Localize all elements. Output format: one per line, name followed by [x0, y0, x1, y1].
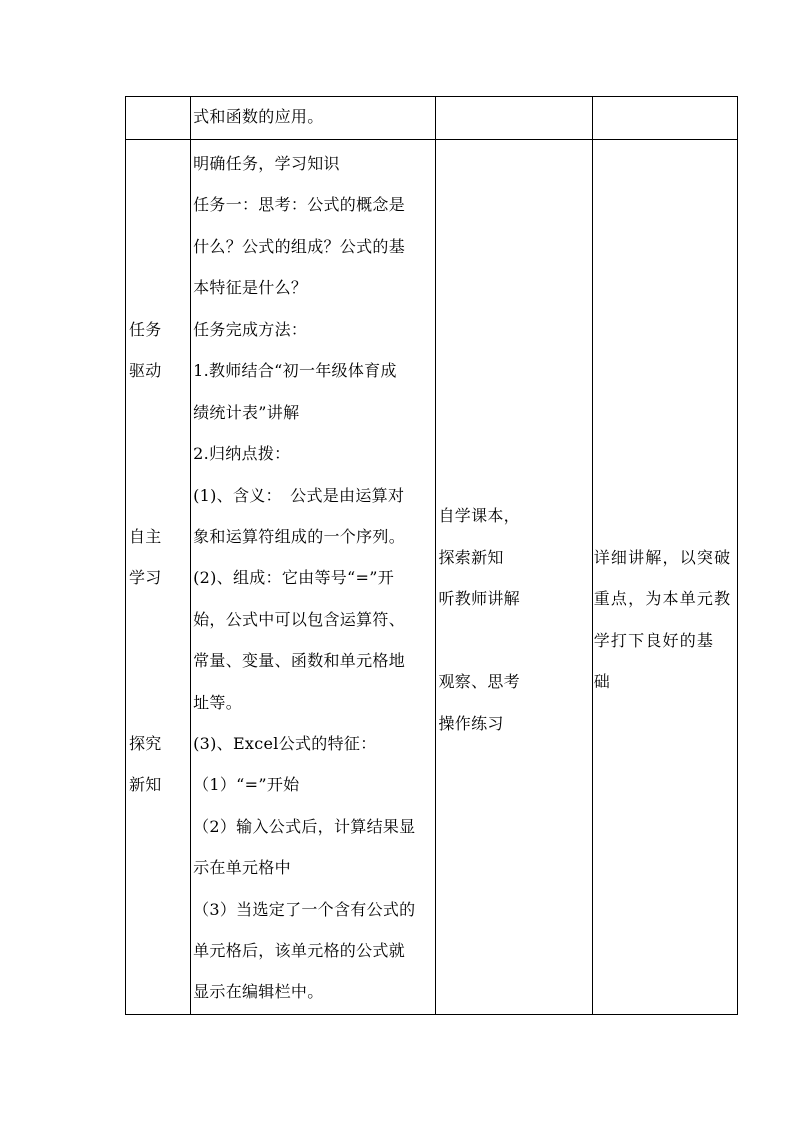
section-label-line: 学习: [129, 568, 162, 587]
content-line: (3)、Excel公式的特征：: [193, 734, 377, 753]
activity-line: 操作练习: [438, 714, 504, 733]
intent-line: 学打下良好的基: [593, 631, 715, 650]
activity-line: 探索新知: [438, 548, 504, 567]
table-cell-empty: [592, 97, 737, 140]
content-line: 始，公式中可以包含运算符、: [193, 610, 405, 629]
content-line: 什么？公式的组成？公式的基: [193, 237, 405, 256]
content-line: （1）“=”开始: [193, 775, 300, 794]
activity-line: 自学课本，: [438, 506, 520, 525]
table-cell-design-intent: [592, 140, 737, 1015]
content-line: 常量、变量、函数和单元格地: [193, 651, 405, 670]
content-line: 本特征是什么？: [193, 278, 308, 297]
content-line: (2)、组成：它由等号“=”开: [193, 568, 395, 587]
table-row: [126, 97, 738, 140]
section-label-line: 任务: [129, 320, 162, 339]
table-cell-teaching-content: [191, 140, 436, 1015]
activity-line: 观察、思考: [438, 672, 520, 691]
content-line: 2.归纳点拨：: [193, 444, 291, 463]
content-line: 单元格后，该单元格的公式就: [193, 941, 405, 960]
content-line: 绩统计表”讲解: [193, 403, 300, 422]
lesson-plan-table: [125, 96, 738, 1015]
intent-line: 础: [593, 672, 611, 691]
activity-line: 听教师讲解: [438, 589, 520, 608]
content-line: (1)、含义： 公式是由运算对: [193, 486, 405, 505]
table-row: [126, 140, 738, 1015]
table-cell-section-label: [126, 140, 191, 1015]
table-cell-empty: [436, 97, 592, 140]
content-line: 显示在编辑栏中。: [193, 982, 324, 1001]
content-line: 1.教师结合“初一年级体育成: [193, 361, 397, 380]
section-label-line: 自主: [129, 527, 162, 546]
section-label-line: 探究: [129, 734, 162, 753]
content-line: 示在单元格中: [193, 858, 291, 877]
content-line: 任务一：思考：公式的概念是: [193, 195, 405, 214]
section-label-line: 驱动: [129, 361, 162, 380]
content-line: 象和运算符组成的一个序列。: [193, 527, 405, 546]
content-line: 址等。: [193, 693, 242, 712]
table-cell-content: [191, 97, 436, 140]
intent-line: 详细讲解，以突破: [593, 548, 732, 567]
content-line: 任务完成方法：: [193, 320, 308, 339]
content-line: （2）输入公式后，计算结果显: [193, 817, 416, 836]
content-line: 明确任务，学习知识: [193, 154, 340, 173]
table-cell-student-activity: [436, 140, 592, 1015]
table-cell-empty: [126, 97, 191, 140]
intent-line: 重点，为本单元教: [593, 589, 732, 608]
cell-text: 式和函数的应用。: [193, 107, 324, 126]
content-line: （3）当选定了一个含有公式的: [193, 900, 416, 919]
section-label-line: 新知: [129, 775, 162, 794]
